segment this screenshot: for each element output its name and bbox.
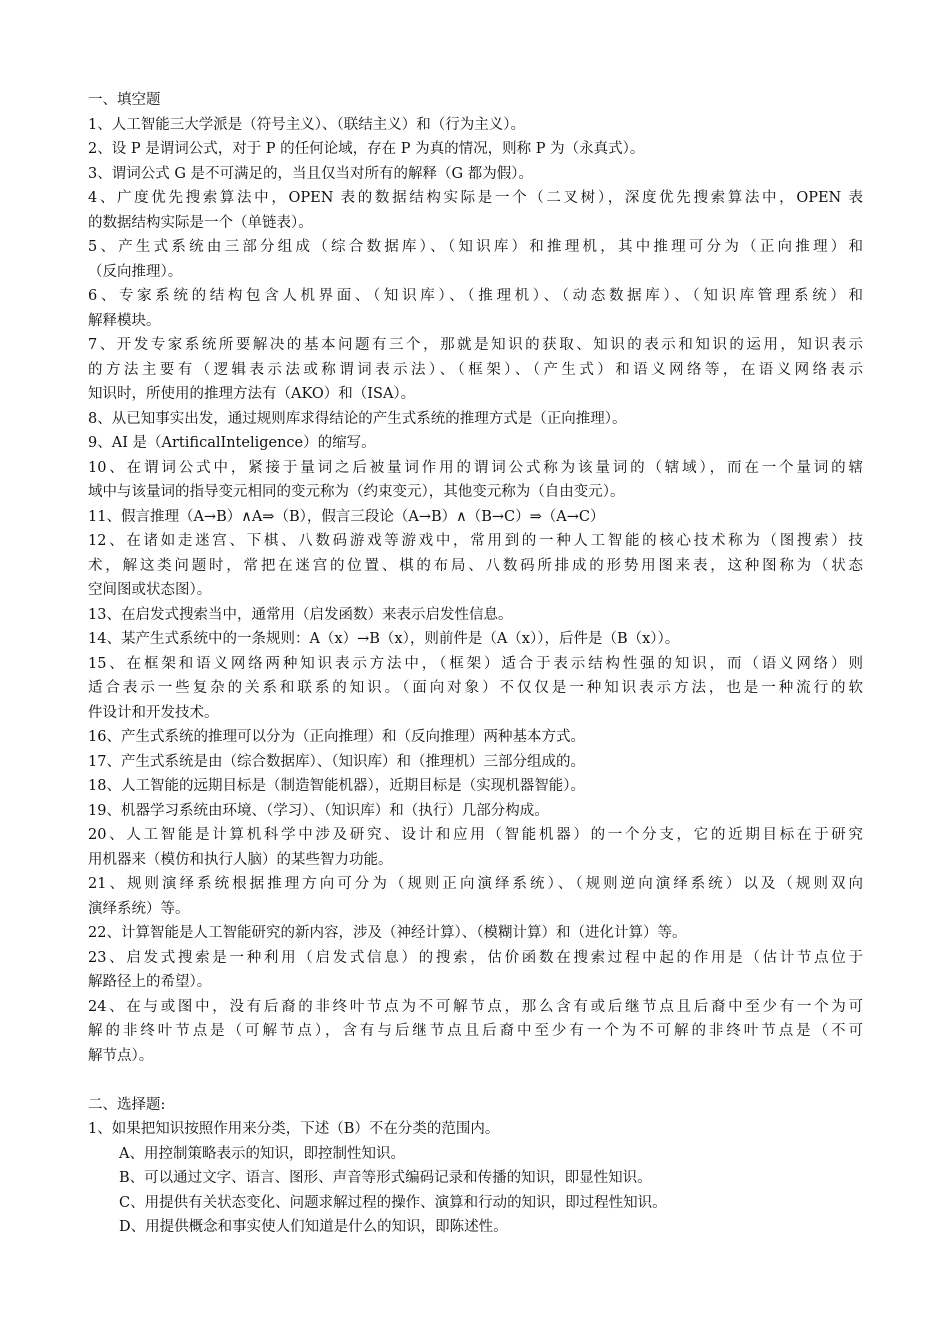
document-text-line: 空间图或状态图）。 — [88, 582, 212, 598]
document-text-line: 的方法主要有（逻辑表示法或称谓词表示法）、（框架）、（产生式）和语义网络等，在语义网络表示 — [88, 361, 863, 378]
document-text-line: 术，解这类问题时，常把在迷宫的位置、棋的布局、八数码所排成的形势用图来表，这种图称为（状态 — [88, 557, 863, 574]
document-text-line: 解路径上的希望）。 — [88, 974, 212, 990]
document-text-line: 1、人工智能三大学派是（符号主义）、（联结主义）和（行为主义）。 — [88, 116, 525, 133]
document-text-line: 24、在与或图中，没有后裔的非终叶节点为不可解节点，那么含有或后继节点且后裔中至少有一个为可 — [88, 998, 863, 1015]
document-text-line: 3、谓词公式 G 是不可满足的，当且仅当对所有的解释（G 都为假）。 — [88, 165, 533, 182]
document-text-line: 21、规则演绎系统根据推理方向可分为（规则正向演绎系统）、（规则逆向演绎系统）以及（规则双向 — [88, 876, 863, 892]
document-text-line: 9、AI 是（ArtificalInteligence）的缩写。 — [88, 435, 376, 451]
section-heading-choice: 二、选择题: — [88, 1096, 166, 1113]
document-text-line: 15、在框架和语义网络两种知识表示方法中，（框架）适合于表示结构性强的知识，而（语义网络）则 — [88, 655, 863, 672]
document-text-line: 解节点）。 — [88, 1047, 154, 1064]
document-text-line: 适合表示一些复杂的关系和联系的知识。（面向对象）不仅仅是一种知识表示方法，也是一种流行的软 — [88, 680, 863, 696]
document-text-line: 知识时，所使用的推理方法有（AKO）和（ISA）。 — [88, 386, 416, 402]
document-text-line: 17、产生式系统是由（综合数据库）、（知识库）和（推理机）三部分组成的。 — [88, 753, 585, 770]
document-text-line: 19、机器学习系统由环境、（学习）、（知识库）和（执行）几部分构成。 — [88, 802, 549, 819]
question-stem: 1、如果把知识按照作用来分类，下述（B）不在分类的范围内。 — [88, 1121, 500, 1137]
section-heading-fill-in: 一、填空题 — [88, 92, 161, 108]
section-spacer — [88, 1068, 863, 1093]
document-text-line: 解的非终叶节点是（可解节点），含有与后继节点且后裔中至少有一个为不可解的非终叶节点是（不可 — [88, 1023, 863, 1039]
document-text-line: （反向推理）。 — [88, 263, 183, 280]
option-c: C、用提供有关状态变化、问题求解过程的操作、演算和行动的知识，即过程性知识。 — [119, 1194, 667, 1211]
document-text-line: 8、从已知事实出发，通过规则库求得结论的产生式系统的推理方式是（正向推理）。 — [88, 410, 627, 427]
document-text-line: 用机器来（模仿和执行人脑）的某些智力功能。 — [88, 851, 393, 868]
document-text-line: 演绎系统）等。 — [88, 900, 190, 917]
document-text-line: 7、开发专家系统所要解决的基本问题有三个，那就是知识的获取、知识的表示和知识的运用，知识表示 — [88, 337, 863, 353]
document-page — [88, 88, 863, 1240]
document-text-line: 的数据结构实际是一个（单链表）。 — [88, 214, 313, 231]
option-d: D、用提供概念和事实使人们知道是什么的知识，即陈述性。 — [119, 1219, 508, 1235]
document-text-line: 域中与该量词的指导变元相同的变元称为（约束变元），其他变元称为（自由变元）。 — [88, 484, 625, 500]
document-text-line: 解释模块。 — [88, 312, 161, 329]
document-text-line: 11、假言推理（A→B）∧A⇒（B），假言三段论（A→B）∧（B→C）⇒（A→C） — [88, 508, 605, 525]
document-text-line: 件设计和开发技术。 — [88, 704, 219, 721]
option-b: B、可以通过文字、语言、图形、声音等形式编码记录和传播的知识，即显性知识。 — [119, 1170, 652, 1186]
document-text-line: 5、产生式系统由三部分组成（综合数据库）、（知识库）和推理机，其中推理可分为（正向推理）和 — [88, 239, 863, 255]
document-text-line: 13、在启发式搜索当中，通常用（启发函数）来表示启发性信息。 — [88, 606, 513, 623]
document-text-line: 6、专家系统的结构包含人机界面、（知识库）、（推理机）、（动态数据库）、（知识库管理系统）和 — [88, 288, 863, 304]
document-text-line: 18、人工智能的远期目标是（制造智能机器），近期目标是（实现机器智能）。 — [88, 778, 585, 794]
document-text-line: 16、产生式系统的推理可以分为（正向推理）和（反向推理）两种基本方式。 — [88, 729, 585, 745]
fill-in-questions — [88, 113, 863, 1069]
option-a: A、用控制策略表示的知识，即控制性知识。 — [119, 1145, 405, 1162]
document-text-line: 23、启发式搜索是一种利用（启发式信息）的搜索，估价函数在搜索过程中起的作用是（估计节点位于 — [88, 949, 863, 966]
document-text-line: 14、某产生式系统中的一条规则：A（x）→B（x），则前件是（A（x）），后件是（B（x））。 — [88, 631, 680, 647]
document-text-line: 20、人工智能是计算机科学中涉及研究、设计和应用（智能机器）的一个分支，它的近期目标在于研究 — [88, 827, 863, 843]
document-text-line: 22、计算智能是人工智能研究的新内容，涉及（神经计算）、（模糊计算）和（进化计算）等。 — [88, 925, 687, 941]
document-text-line: 12、在诸如走迷宫、下棋、八数码游戏等游戏中，常用到的一种人工智能的核心技术称为（图搜索）技 — [88, 533, 863, 549]
document-text-line: 4、广度优先搜索算法中，OPEN 表的数据结构实际是一个（二叉树），深度优先搜索算法中，OPEN 表 — [88, 190, 863, 206]
document-text-line: 10、在谓词公式中，紧接于量词之后被量词作用的谓词公式称为该量词的（辖域），而在一个量词的辖 — [88, 459, 863, 476]
document-text-line: 2、设 P 是谓词公式，对于 P 的任何论域，存在 P 为真的情况，则称 P 为（永真式）。 — [88, 141, 645, 157]
